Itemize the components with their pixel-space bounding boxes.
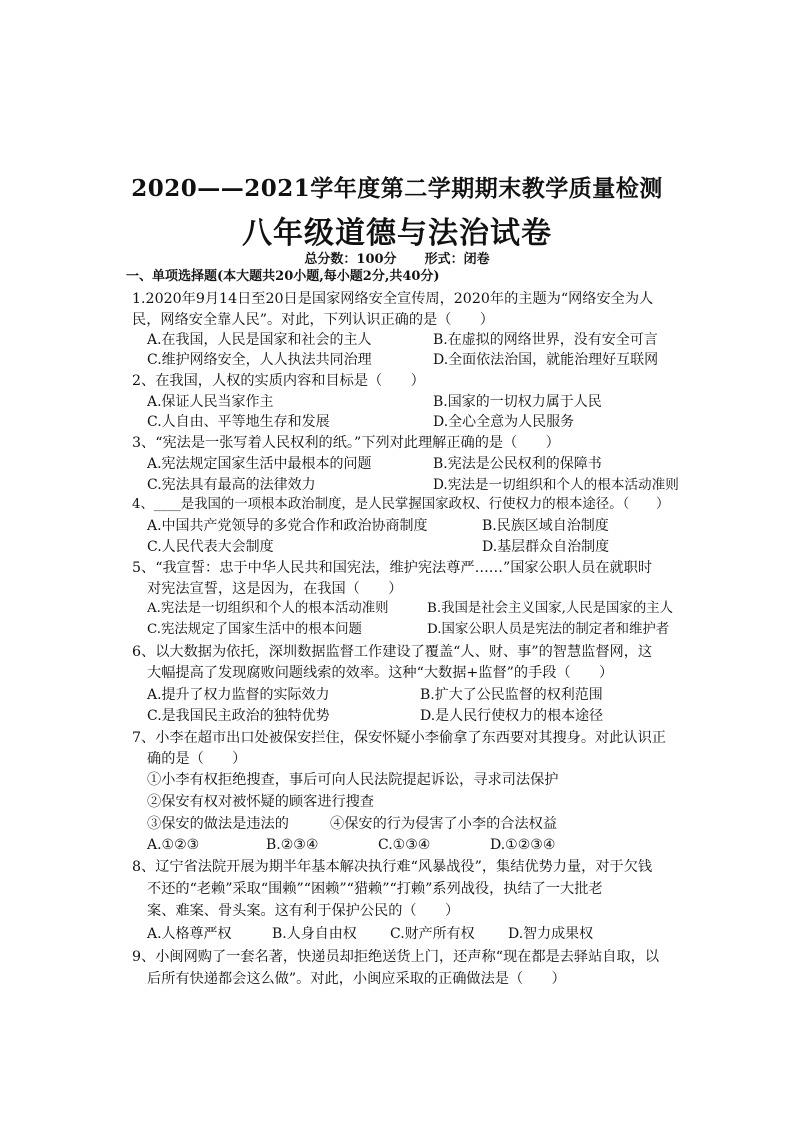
- q8-option-d: D.智力成果权: [508, 926, 594, 942]
- q5-option-d: D.国家公职人员是宪法的制定者和维护者: [427, 622, 670, 637]
- q5-option-a: A.宪法是一切组织和个人的根本活动准则: [147, 601, 389, 616]
- q7-statement-4: ④保安的行为侵害了小李的合法权益: [330, 816, 558, 832]
- q3-option-d: D.宪法是一切组织和个人的根本活动准则: [433, 477, 679, 493]
- q2-option-d: D.全心全意为人民服务: [433, 414, 575, 430]
- q2-option-b: B.国家的一切权力属于人民: [433, 394, 602, 410]
- q8-stem-line3: 案、难案、骨头案。这有利于保护公民的（ ）: [147, 903, 460, 919]
- q7-option-a: A.①②③: [147, 837, 200, 853]
- q7-statement-1: ①小李有权拒绝搜查，事后可向人民法院提起诉讼，寻求司法保护: [147, 772, 559, 788]
- q7-statement-2: ②保安有权对被怀疑的顾客进行搜查: [147, 794, 375, 810]
- q4-option-c: C.人民代表大会制度: [147, 539, 274, 555]
- q8-stem-line2: 不还的“老赖”采取“围赖”“困赖”“猎赖”“打赖”系列战役，执结了一大批老: [147, 881, 603, 897]
- q2-stem: 2、在我国，人权的实质内容和目标是（ ）: [132, 373, 425, 389]
- q6-option-c: C.是我国民主政治的独特优势: [147, 708, 330, 724]
- q1-option-b: B.在虚拟的网络世界，没有安全可言: [433, 332, 658, 348]
- q7-option-b: B.②③④: [266, 837, 319, 853]
- exam-meta: [0, 248, 794, 267]
- q9-stem-line1: 9、小闽网购了一套名著，快递员却拒绝送货上门，还声称“现在都是去驿站自取，以: [132, 949, 660, 965]
- q6-option-d: D.是人民行使权力的根本途径: [420, 708, 604, 724]
- q4-option-b: B.民族区域自治制度: [482, 518, 609, 534]
- q1-option-c: C.维护网络安全，人人执法共同治理: [147, 352, 372, 368]
- q3-stem: 3、“宪法是一张写着人民权利的纸。”下列对此理解正确的是（ ）: [132, 435, 560, 451]
- q4-option-d: D.基层群众自治制度: [482, 539, 610, 555]
- q8-option-a: A.人格尊严权: [147, 926, 232, 942]
- q6-option-b: B.扩大了公民监督的权利范围: [420, 687, 603, 703]
- q8-stem-line1: 8、辽宁省法院开展为期半年基本解决执行难“风暴战役”，集结优势力量，对于欠钱: [132, 859, 653, 875]
- q5-option-b: B.我国是社会主义国家,人民是国家的主人: [427, 601, 673, 616]
- q3-option-a: A.宪法规定国家生活中最根本的问题: [147, 456, 372, 472]
- exam-title: 2020——2021学年度第二学期期末教学质量检测: [131, 175, 663, 202]
- q7-option-d: D.①②③④: [490, 837, 556, 853]
- q5-option-c: C.宪法规定了国家生活中的根本问题: [147, 622, 362, 637]
- exam-form: 形式：闭卷: [424, 252, 490, 267]
- q8-option-b: B.人身自由权: [272, 926, 357, 942]
- q1-stem-line2: 民，网络安全靠人民”。对此，下列认识正确的是（ ）: [132, 312, 494, 328]
- q7-option-c: C.①③④: [378, 837, 431, 853]
- q7-stem-line1: 7、小李在超市出口处被保安拦住，保安怀疑小李偷拿了东西要对其搜身。对此认识正: [132, 730, 666, 746]
- q3-option-b: B.宪法是公民权利的保障书: [433, 456, 602, 472]
- q4-stem: 4、____是我国的一项根本政治制度，是人民掌握国家政权、行使权力的根本途径。（ ）: [132, 497, 670, 512]
- q6-stem-line2: 大幅提高了发现腐败问题线索的效率。这种“大数据+监督”的手段（ ）: [147, 665, 614, 681]
- q5-stem-line2: 对宪法宣誓，这是因为，在我国（ ）: [147, 581, 403, 597]
- q5-stem-line1: 5、“我宣誓：忠于中华人民共和国宪法，维护宪法尊严……”国家公职人员在就职时: [132, 560, 653, 576]
- q6-stem-line1: 6、以大数据为依托，深圳数据监督工作建设了覆盖“人、财、事”的智慧监督网，这: [132, 644, 653, 660]
- q4-option-a: A.中国共产党领导的多党合作和政治协商制度: [147, 518, 428, 534]
- q1-option-d: D.全面依法治国，就能治理好互联网: [433, 352, 659, 368]
- q7-stem-line2: 确的是（ ）: [147, 751, 247, 767]
- q1-option-a: A.在我国，人民是国家和社会的主人: [147, 332, 372, 348]
- q7-statement-3: ③保安的做法是违法的: [147, 816, 289, 832]
- q8-option-c: C.财产所有权: [390, 926, 475, 942]
- exam-subtitle: 八年级道德与法治试卷: [242, 216, 552, 251]
- section-heading: 一、单项选择题(本大题共20小题,每小题2分,共40分): [126, 269, 440, 284]
- q2-option-c: C.人自由、平等地生存和发展: [147, 414, 330, 430]
- q9-stem-line2: 后所有快递都会这么做”。对此，小闽应采取的正确做法是（ ）: [147, 971, 566, 987]
- q2-option-a: A.保证人民当家作主: [147, 394, 274, 410]
- total-score: 总分数：100分: [304, 252, 397, 267]
- q1-stem-line1: 1.2020年9月14日至20日是国家网络安全宣传周，2020年的主题为“网络安全为人: [132, 291, 654, 307]
- q6-option-a: A.提升了权力监督的实际效力: [147, 687, 330, 703]
- q3-option-c: C.宪法具有最高的法律效力: [147, 477, 316, 493]
